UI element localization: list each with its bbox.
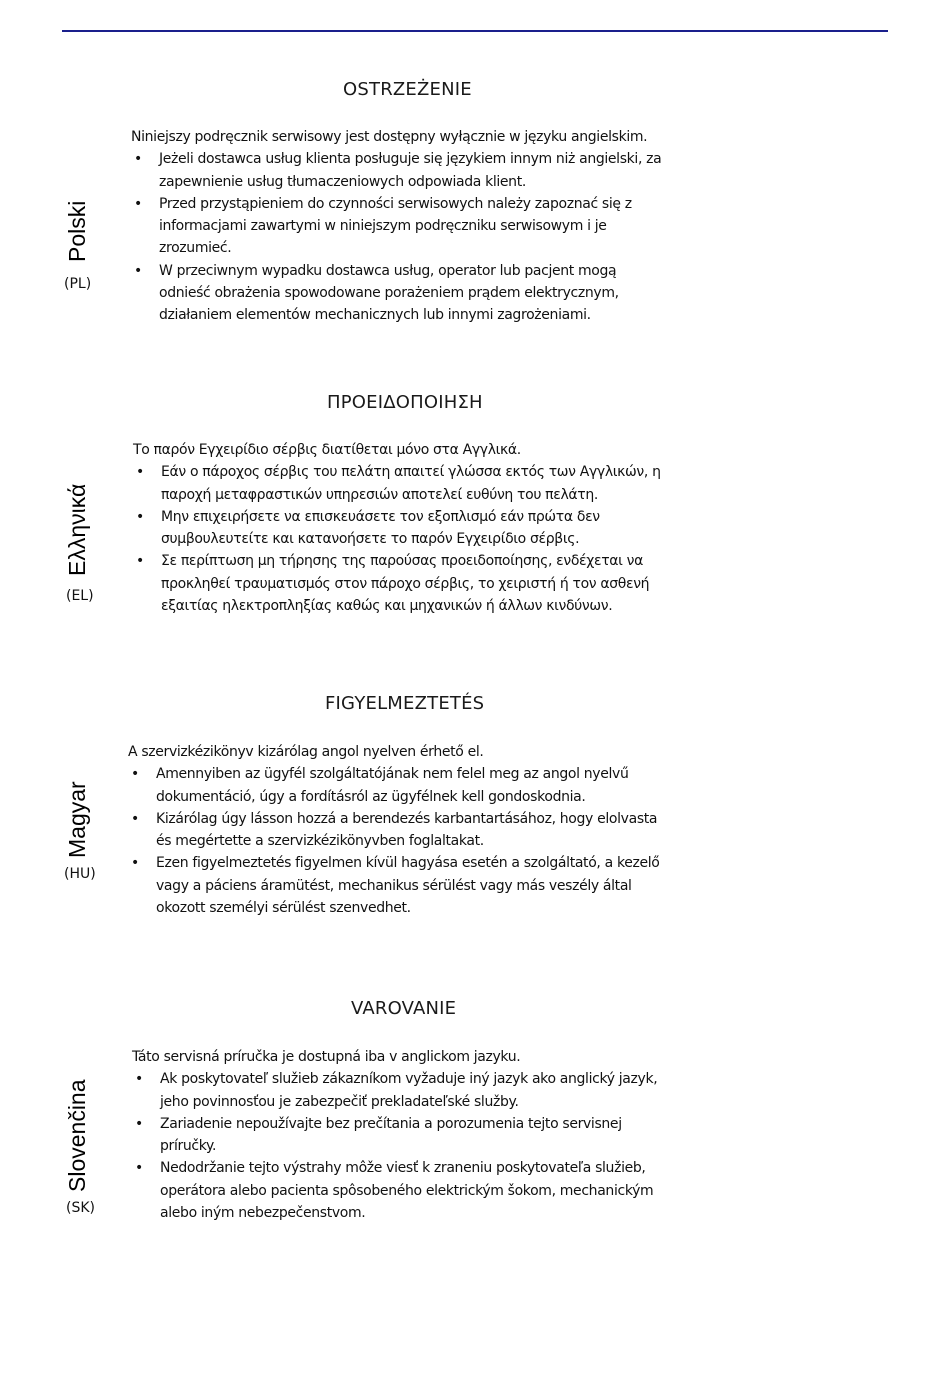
section-body bbox=[128, 741, 688, 919]
bullet-line: dokumentáció, úgy a fordításról az ügyfélnek kell gondoskodnia. bbox=[156, 788, 586, 805]
bullet-line: Jeżeli dostawca usług klienta posługuje się językiem innym niż angielski, za bbox=[159, 151, 662, 168]
bullet-line: Μην επιχειρήσετε να επισκευάσετε τον εξοπλισμό εάν πρώτα δεν bbox=[161, 508, 600, 525]
bullet-icon: • bbox=[131, 766, 139, 783]
section-body bbox=[132, 1046, 692, 1224]
bullet-item bbox=[132, 1113, 692, 1158]
bullet-line: προκληθεί τραυματισμός στον πάροχο σέρβις, το χειριστή ή τον ασθενή bbox=[161, 575, 650, 592]
bullet-list bbox=[132, 1068, 692, 1224]
bullet-list bbox=[133, 461, 693, 617]
bullet-line: Σε περίπτωση μη τήρησης της παρούσας προειδοποίησης, ενδέχεται να bbox=[161, 553, 644, 570]
language-code: (SK) bbox=[66, 1200, 95, 1216]
bullet-line: informacjami zawartymi w niniejszym podręczniku serwisowym i je bbox=[159, 218, 607, 235]
bullet-icon: • bbox=[131, 855, 139, 872]
language-label: Magyar bbox=[64, 781, 90, 858]
bullet-line: odnieść obrażenia spowodowane porażeniem prądem elektrycznym, bbox=[159, 285, 619, 302]
bullet-item bbox=[133, 506, 693, 551]
language-label: Slovenčina bbox=[64, 1079, 90, 1192]
intro-text: Táto servisná príručka je dostupná iba v anglickom jazyku. bbox=[132, 1049, 521, 1065]
bullet-item bbox=[133, 550, 693, 617]
language-code: (EL) bbox=[66, 588, 94, 604]
bullet-item bbox=[128, 808, 688, 853]
bullet-icon: • bbox=[134, 151, 142, 168]
bullet-icon: • bbox=[135, 1071, 143, 1088]
bullet-line: συμβουλευτείτε και κατανοήσετε το παρόν Εγχειρίδιο σέρβις. bbox=[161, 531, 580, 548]
language-label: Polski bbox=[64, 200, 90, 262]
bullet-icon: • bbox=[131, 810, 139, 827]
bullet-icon: • bbox=[136, 508, 144, 525]
bullet-line: és megértette a szervizkézikönyvben foglaltakat. bbox=[156, 833, 484, 850]
bullet-item bbox=[132, 1157, 692, 1224]
bullet-line: príručky. bbox=[160, 1138, 217, 1155]
intro-text: Το παρόν Εγχειρίδιο σέρβις διατίθεται μόνο στα Αγγλικά. bbox=[133, 442, 521, 458]
bullet-icon: • bbox=[136, 553, 144, 570]
intro-text: Niniejszy podręcznik serwisowy jest dostępny wyłącznie w języku angielskim. bbox=[131, 129, 648, 145]
bullet-line: Εάν ο πάροχος σέρβις του πελάτη απαιτεί γλώσσα εκτός των Αγγλικών, η bbox=[161, 464, 661, 481]
bullet-line: operátora alebo pacienta spôsobeného elektrickým šokom, mechanickým bbox=[160, 1182, 654, 1199]
bullet-line: vagy a páciens áramütést, mechanikus sérülést vagy más veszély által bbox=[156, 877, 632, 894]
bullet-list bbox=[128, 763, 688, 919]
bullet-line: εξαιτίας ηλεκτροπληξίας καθώς και μηχανικών ή άλλων κινδύνων. bbox=[161, 598, 613, 615]
bullet-line: alebo iným nebezpečenstvom. bbox=[160, 1205, 366, 1222]
section-title: ΠΡΟΕΙΔΟΠΟΙΗΣΗ bbox=[327, 392, 483, 413]
bullet-icon: • bbox=[134, 262, 142, 279]
bullet-item bbox=[133, 461, 693, 506]
language-code: (PL) bbox=[64, 276, 92, 292]
bullet-item bbox=[132, 1068, 692, 1113]
bullet-line: W przeciwnym wypadku dostawca usług, operator lub pacjent mogą bbox=[159, 262, 617, 279]
bullet-icon: • bbox=[135, 1160, 143, 1177]
section-title: VAROVANIE bbox=[351, 998, 457, 1019]
section-title: FIGYELMEZTETÉS bbox=[325, 693, 485, 714]
bullet-line: jeho povinnosťou je zabezpečiť prekladateľské služby. bbox=[160, 1093, 519, 1110]
bullet-line: Nedodržanie tejto výstrahy môže viesť k zraneniu poskytovateľa služieb, bbox=[160, 1160, 646, 1177]
bullet-line: παροχή μεταφραστικών υπηρεσιών αποτελεί ευθύνη του πελάτη. bbox=[161, 486, 598, 503]
section-body bbox=[133, 439, 693, 617]
bullet-line: Kizárólag úgy lásson hozzá a berendezés karbantartásához, hogy elolvasta bbox=[156, 810, 658, 827]
bullet-icon: • bbox=[136, 464, 144, 481]
bullet-line: działaniem elementów mechanicznych lub innymi zagrożeniami. bbox=[159, 307, 591, 324]
bullet-line: Ezen figyelmeztetés figyelmen kívül hagyása esetén a szolgáltató, a kezelő bbox=[156, 855, 660, 872]
language-code: (HU) bbox=[64, 866, 96, 882]
bullet-item bbox=[128, 763, 688, 808]
bullet-line: Amennyiben az ügyfél szolgáltatójának nem felel meg az angol nyelvű bbox=[156, 766, 629, 783]
bullet-line: zrozumieć. bbox=[159, 240, 232, 257]
bullet-line: okozott személyi sérülést szenvedhet. bbox=[156, 900, 411, 917]
bullet-line: Ak poskytovateľ služieb zákazníkom vyžaduje iný jazyk ako anglický jazyk, bbox=[160, 1071, 658, 1088]
bullet-line: Przed przystąpieniem do czynności serwisowych należy zapoznać się z bbox=[159, 195, 632, 212]
bullet-icon: • bbox=[134, 195, 142, 212]
bullet-line: Zariadenie nepoužívajte bez prečítania a porozumenia tejto servisnej bbox=[160, 1115, 622, 1132]
language-label: Ελληνικά bbox=[64, 483, 90, 576]
bullet-icon: • bbox=[135, 1115, 143, 1132]
section-title: OSTRZEŻENIE bbox=[343, 79, 472, 100]
bullet-item bbox=[128, 852, 688, 919]
intro-text: A szervizkézikönyv kizárólag angol nyelven érhető el. bbox=[128, 744, 484, 760]
bullet-line: zapewnienie usług tłumaczeniowych odpowiada klient. bbox=[159, 173, 526, 190]
